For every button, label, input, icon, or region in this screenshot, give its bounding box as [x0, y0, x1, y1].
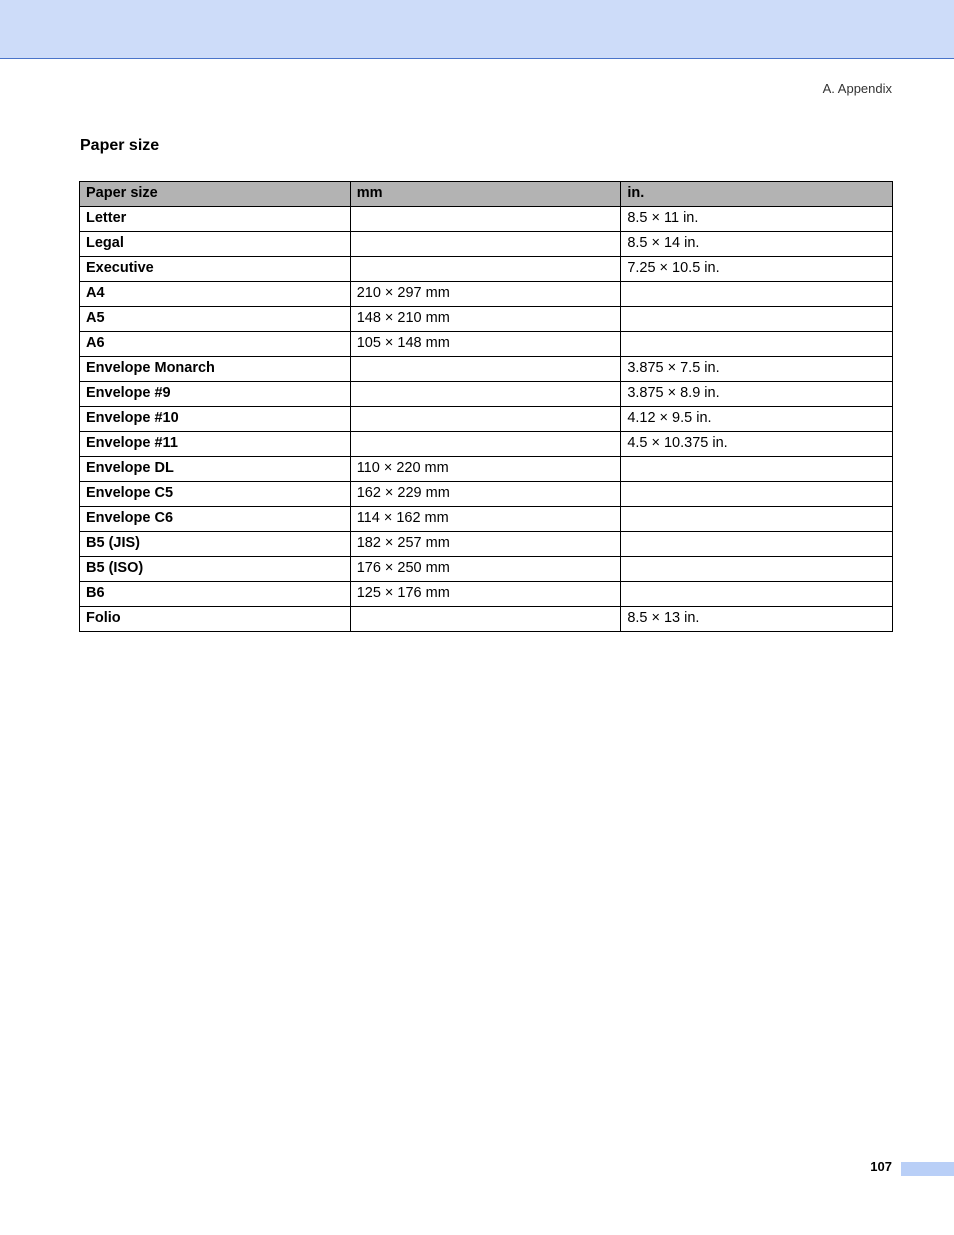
in-cell: 8.5 × 14 in. [621, 232, 893, 257]
paper-size-cell: Envelope #11 [80, 432, 351, 457]
paper-size-cell: Executive [80, 257, 351, 282]
mm-cell: 210 × 297 mm [350, 282, 621, 307]
table-row [80, 482, 893, 507]
in-cell [621, 507, 893, 532]
in-cell: 4.12 × 9.5 in. [621, 407, 893, 432]
in-cell: 4.5 × 10.375 in. [621, 432, 893, 457]
mm-cell: 148 × 210 mm [350, 307, 621, 332]
in-cell [621, 457, 893, 482]
mm-cell [350, 432, 621, 457]
table-row [80, 357, 893, 382]
table-row [80, 232, 893, 257]
mm-cell [350, 207, 621, 232]
paper-size-cell: Letter [80, 207, 351, 232]
mm-cell [350, 232, 621, 257]
in-cell [621, 332, 893, 357]
table-header-row [80, 182, 893, 207]
in-cell [621, 482, 893, 507]
paper-size-cell: Envelope #9 [80, 382, 351, 407]
mm-cell: 110 × 220 mm [350, 457, 621, 482]
mm-cell: 125 × 176 mm [350, 582, 621, 607]
mm-cell: 114 × 162 mm [350, 507, 621, 532]
in-cell: 3.875 × 8.9 in. [621, 382, 893, 407]
paper-size-cell: Envelope #10 [80, 407, 351, 432]
in-cell: 7.25 × 10.5 in. [621, 257, 893, 282]
paper-size-cell: Envelope DL [80, 457, 351, 482]
mm-cell: 176 × 250 mm [350, 557, 621, 582]
table-row [80, 382, 893, 407]
header-band [0, 0, 954, 59]
mm-cell [350, 607, 621, 632]
mm-cell [350, 407, 621, 432]
in-cell [621, 282, 893, 307]
table-row [80, 282, 893, 307]
paper-size-cell: A4 [80, 282, 351, 307]
mm-cell [350, 257, 621, 282]
in-cell [621, 532, 893, 557]
table-row [80, 557, 893, 582]
paper-size-cell: Envelope C5 [80, 482, 351, 507]
paper-size-cell: B5 (JIS) [80, 532, 351, 557]
table-row [80, 532, 893, 557]
table-row [80, 257, 893, 282]
column-header-mm: mm [350, 182, 621, 207]
mm-cell: 162 × 229 mm [350, 482, 621, 507]
table-row [80, 582, 893, 607]
paper-size-cell: Envelope Monarch [80, 357, 351, 382]
column-header-paper-size: Paper size [80, 182, 351, 207]
table-row [80, 407, 893, 432]
table-row [80, 207, 893, 232]
table-row [80, 507, 893, 532]
table-row [80, 432, 893, 457]
paper-size-cell: Legal [80, 232, 351, 257]
table-row [80, 457, 893, 482]
table-row [80, 307, 893, 332]
page-tab-marker [901, 1162, 954, 1176]
in-cell: 3.875 × 7.5 in. [621, 357, 893, 382]
table-row [80, 607, 893, 632]
in-cell [621, 557, 893, 582]
paper-size-cell: Envelope C6 [80, 507, 351, 532]
paper-size-cell: B6 [80, 582, 351, 607]
table-row [80, 332, 893, 357]
mm-cell [350, 382, 621, 407]
paper-size-cell: A6 [80, 332, 351, 357]
in-cell [621, 307, 893, 332]
paper-size-cell: A5 [80, 307, 351, 332]
page-number: 107 [870, 1159, 892, 1174]
mm-cell [350, 357, 621, 382]
page-heading: Paper size [80, 137, 160, 154]
mm-cell: 182 × 257 mm [350, 532, 621, 557]
in-cell: 8.5 × 13 in. [621, 607, 893, 632]
in-cell [621, 582, 893, 607]
in-cell: 8.5 × 11 in. [621, 207, 893, 232]
paper-size-cell: B5 (ISO) [80, 557, 351, 582]
mm-cell: 105 × 148 mm [350, 332, 621, 357]
paper-size-table [79, 181, 893, 632]
column-header-in: in. [621, 182, 893, 207]
paper-size-cell: Folio [80, 607, 351, 632]
section-label: A. Appendix [822, 81, 892, 96]
